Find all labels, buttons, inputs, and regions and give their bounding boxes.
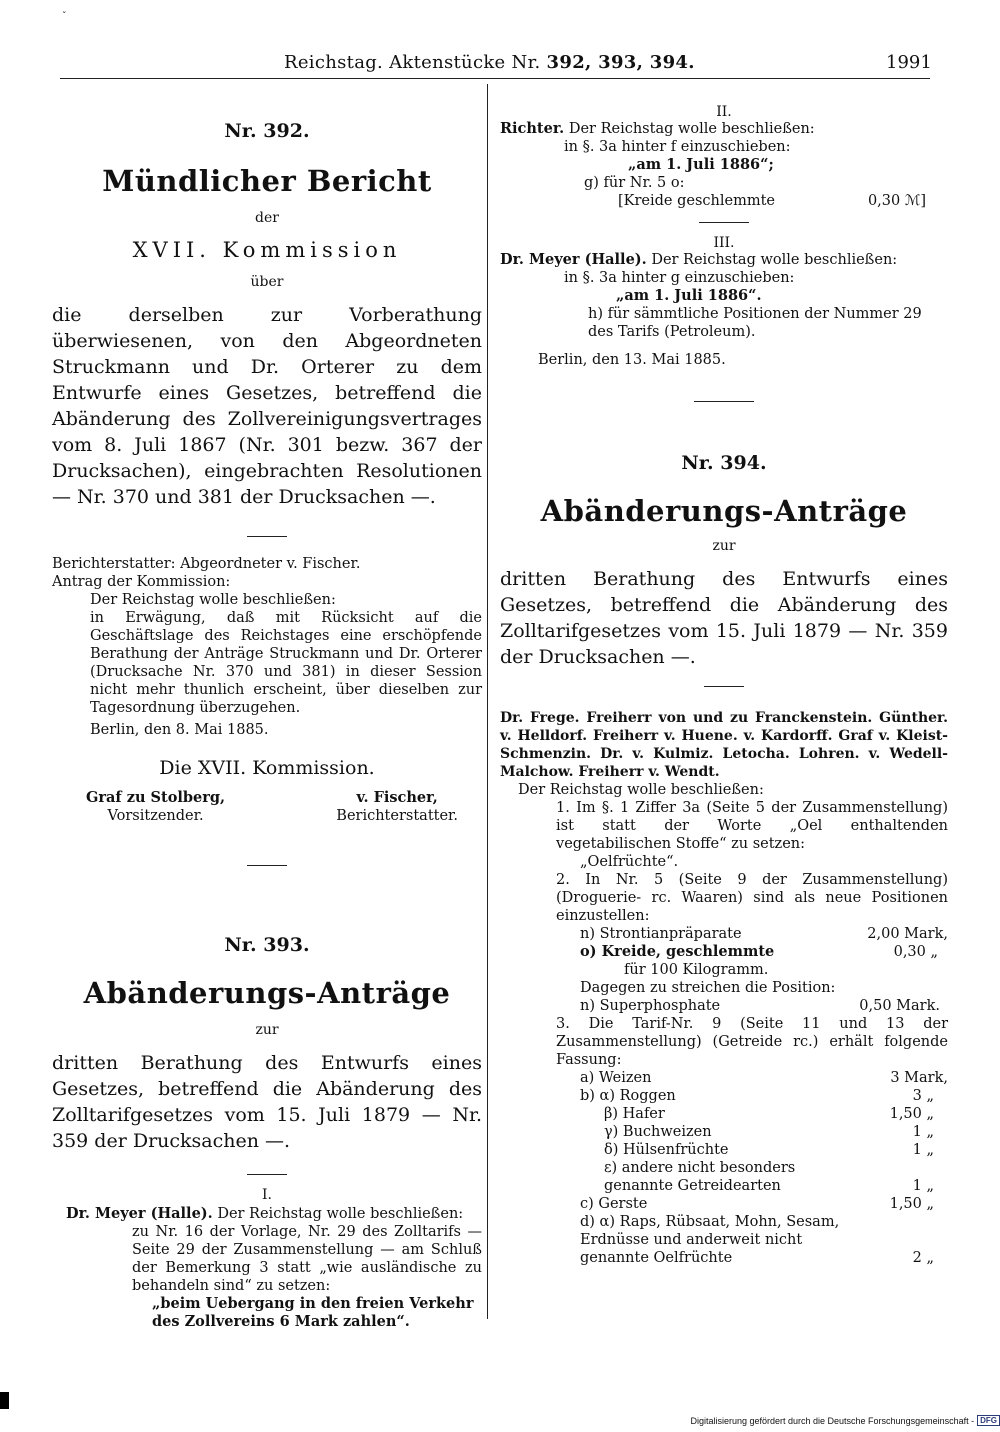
c-value: 1,50 „ (889, 1196, 934, 1212)
bb-label: β) Hafer (604, 1106, 665, 1122)
movers-394: Dr. Frege. Freiherr von und zu Franckenstein. Günther. v. Helldorf. Freiherr v. Huene. v. Kardorff. Graf v. Kleist-Schmenzin. Dr. v. Kulmiz. Letocha. Lohren. v. Wedell-Malchow. Freiherr v. Wendt. (500, 710, 948, 780)
wolle-line: Der Reichstag wolle beschließen: (90, 592, 336, 608)
bd-label: δ) Hülsenfrüchte (604, 1142, 729, 1158)
d-label: d) α) Raps, Rübsaat, Mohn, Sesam, Erdnüsse und anderweit nicht genannte Oelfrüchte (580, 1214, 840, 1266)
zur-label-394: zur (712, 538, 736, 554)
ii-line-2: „am 1. Juli 1886“; (628, 156, 774, 173)
bd-value: 1 „ (912, 1142, 934, 1158)
roman-i: I. (262, 1187, 272, 1203)
iii-line-3: h) für sämmtliche Positionen der Nummer 29 des Tarifs (Petroleum). (588, 306, 922, 340)
streichen: Dagegen zu streichen die Position: (580, 980, 836, 996)
b-label: b) α) Roggen (580, 1088, 676, 1104)
motion-text-i: zu Nr. 16 der Vorlage, Nr. 29 des Zolltarifs — Seite 29 der Zusammenstellung — am Schluß der Bemerkung 3 statt „wie ausländische zu behandeln sind“ zu setzen: (132, 1224, 482, 1294)
page-number: 1991 (886, 52, 932, 73)
nr-393: Nr. 393. (224, 934, 310, 956)
footer-text: Digitalisierung gefördert durch die Deutsche Forschungsgemeinschaft - (690, 1415, 975, 1426)
wolle-i: Der Reichstag wolle beschließen: (217, 1206, 464, 1222)
wolle-ii: Der Reichstag wolle beschließen: (568, 121, 815, 137)
o-value: 0,30 „ (893, 944, 938, 960)
scan-mark: ˇ (62, 12, 67, 22)
n-value: 2,00 Mark, (867, 926, 948, 942)
bg-value: 1 „ (912, 1124, 934, 1140)
b-value: 3 „ (912, 1088, 934, 1104)
bg-label: γ) Buchweizen (604, 1124, 712, 1140)
row-o (500, 943, 948, 961)
row-bg (500, 1123, 948, 1141)
divider (247, 865, 287, 866)
be-value: 1 „ (912, 1178, 934, 1194)
a-value: 3 Mark, (890, 1070, 948, 1086)
signatures (52, 789, 482, 825)
mover-i: Dr. Meyer (Halle). (66, 1205, 213, 1222)
nn-value: 0,50 Mark. (859, 998, 940, 1014)
iii-line-1: in §. 3a hinter g einzuschieben: (564, 270, 795, 286)
divider (694, 401, 754, 402)
title-393: Abänderungs-Anträge (83, 976, 451, 1010)
reporter-line: Berichterstatter: Abgeordneter v. Fischer. (52, 556, 361, 572)
signature-1: Graf zu Stolberg, (86, 789, 226, 806)
nr-392: Nr. 392. (224, 120, 310, 142)
row-c (500, 1195, 948, 1213)
roman-ii: II. (716, 104, 732, 120)
a-label: a) Weizen (580, 1070, 652, 1086)
body-393: dritten Berathung des Entwurfs eines Gesetzes, betreffend die Abänderung des Zolltarifgesetzes vom 15. Juli 1879 — Nr. 359 der Drucksachen —. (52, 1052, 482, 1152)
mover-line (52, 1205, 482, 1223)
commission-signature: Die XVII. Kommission. (159, 757, 375, 779)
body-394: dritten Berathung des Entwurfs eines Gesetzes, betreffend die Abänderung des Zolltarifgesetzes vom 15. Juli 1879 — Nr. 359 der Drucksachen —. (500, 568, 948, 668)
nr-394: Nr. 394. (681, 452, 767, 474)
row-d (500, 1213, 948, 1267)
mover-iii: Dr. Meyer (Halle). (500, 251, 647, 268)
motion-text-392: in Erwägung, daß mit Rücksicht auf die Geschäftslage des Reichstages eine erschöpfende Berathung der Anträge Struckmann und Dr. Orterer (Drucksache Nr. 370 und 381) in dieser Session nicht mehr thunlich erscheint, über dieselben zur Tagesordnung überzugehen. (90, 610, 482, 716)
date-iii: Berlin, den 13. Mai 1885. (538, 352, 726, 368)
mover-line-ii (500, 120, 948, 138)
item-2: 2. In Nr. 5 (Seite 9 der Zusammenstellung) (Droguerie- rc. Waaren) sind als neue Positionen einzustellen: (556, 872, 948, 924)
nn-label: n) Superphosphate (580, 998, 721, 1014)
divider (704, 686, 744, 687)
running-header (284, 52, 695, 73)
divider (699, 222, 749, 223)
commission-name: XVII. Kommission (132, 238, 402, 262)
wolle-394: Der Reichstag wolle beschließen: (518, 782, 764, 798)
ii-kreide: [Kreide geschlemmte (618, 193, 776, 209)
row-n (500, 925, 948, 943)
scan-edge-mark (0, 1392, 9, 1409)
divider (247, 1174, 287, 1175)
o-note: für 100 Kilogramm. (624, 962, 769, 978)
ii-line-4 (500, 192, 948, 210)
title-394: Abänderungs-Anträge (540, 494, 908, 528)
roman-iii: III. (713, 235, 735, 251)
footer (690, 1415, 1000, 1426)
row-bd (500, 1141, 948, 1159)
item-3: 3. Die Tarif-Nr. 9 (Seite 11 und 13 der Zusammenstellung) (Getreide rc.) erhält folgende Fassung: (556, 1016, 948, 1068)
wolle-iii: Der Reichstag wolle beschließen: (651, 252, 898, 268)
row-bb (500, 1105, 948, 1123)
dfg-logo: DFG (977, 1415, 1000, 1426)
mover-line-iii (500, 251, 948, 269)
n-label: n) Strontianpräparate (580, 926, 742, 942)
ii-line-3: g) für Nr. 5 o: (584, 175, 685, 191)
o-label: o) Kreide, geschlemmte (580, 943, 775, 960)
be-label: ε) andere nicht besonders genannte Getreidearten (604, 1160, 796, 1194)
d-value: 2 „ (912, 1250, 934, 1266)
left-column (52, 120, 482, 1331)
antrag-line: Antrag der Kommission: (52, 574, 231, 590)
bb-value: 1,50 „ (889, 1106, 934, 1122)
row-be (500, 1159, 948, 1195)
title-392: Mündlicher Bericht (102, 164, 432, 198)
ueber-label: über (250, 274, 284, 290)
header-title: Reichstag. Aktenstücke Nr. (284, 52, 541, 73)
date-392: Berlin, den 8. Mai 1885. (90, 722, 269, 738)
ii-line-1: in §. 3a hinter f einzuschieben: (564, 139, 791, 155)
iii-line-2: „am 1. Juli 1886“. (616, 287, 762, 304)
c-label: c) Gerste (580, 1196, 648, 1212)
right-column (500, 104, 948, 1267)
zur-label: zur (255, 1022, 279, 1038)
body-392: die derselben zur Vorberathung überwiesenen, von den Abgeordneten Struckmann und Dr. Orterer zu dem Entwurfe eines Gesetzes, betreffend die Abänderung des Zollvereinigungsvertrages vom 8. Juli 1867 (Nr. 301 bezw. 367 der Drucksachen), eingebrachten Resolutionen — Nr. 370 und 381 der Drucksachen —. (52, 304, 482, 508)
row-b (500, 1087, 948, 1105)
motion-bold-i: „beim Uebergang in den freien Verkehr des Zollvereins 6 Mark zahlen“. (152, 1295, 474, 1330)
role-1: Vorsitzender. (107, 808, 204, 824)
column-divider (487, 84, 488, 1319)
mover-ii: Richter. (500, 120, 565, 137)
ii-kreide-value: 0,30 ℳ] (867, 193, 926, 209)
signature-2: v. Fischer, (356, 789, 438, 806)
item-1b: „Oelfrüchte“. (580, 854, 679, 870)
header-rule (60, 78, 930, 79)
divider (247, 536, 287, 537)
der-label: der (255, 210, 279, 226)
role-2: Berichterstatter. (336, 808, 458, 824)
header-numbers: 392, 393, 394. (546, 52, 695, 73)
row-a (500, 1069, 948, 1087)
row-nn (500, 997, 948, 1015)
item-1: 1. Im §. 1 Ziffer 3a (Seite 5 der Zusammenstellung) ist statt der Worte „Oel enthaltenden vegetabilischen Stoffe“ zu setzen: (556, 800, 948, 852)
